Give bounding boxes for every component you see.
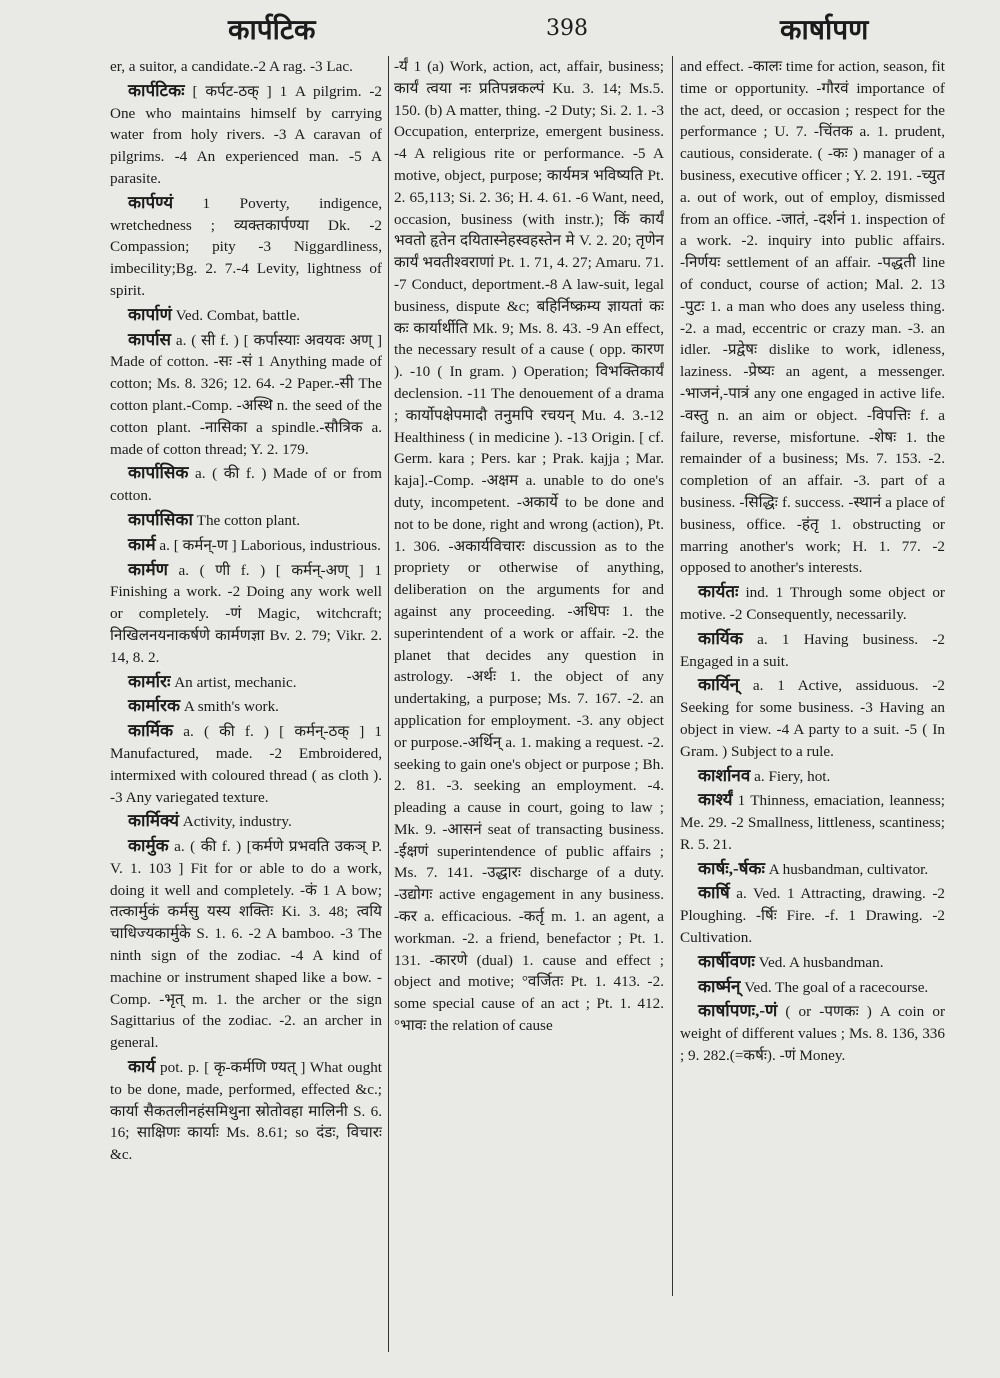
dictionary-entry — [680, 628, 945, 673]
dictionary-entry — [110, 462, 382, 507]
dictionary-entry — [680, 976, 945, 999]
running-headword-left: कार्पटिक — [228, 13, 316, 46]
dictionary-entry — [110, 559, 382, 669]
entry-text: -र्यं 1 (a) Work, action, act, affair, business; कार्यं त्वया नः प्रतिपन्नकल्पं Ku. 3. 14; Ms.5. 150. (b) A matter, thing. -2 Duty; Si. 2. 1. -3 Occupation, enterprize, emergent business. -4 A religious rite or performance. -5 A motive, object, purpose; कार्यमत्र भविष्यति Pt. 2. 65,113; Si. 2. 36; H. 4. 61. -6 Want, need, occasion, business (with instr.); किं कार्यं भवतो हृतेन दयितास्नेहस्वहस्तेन मे V. 2. 20; तृणेन कार्यं भवतीश्वराणां Pt. 1. 71, 4. 27; Amaru. 71. -7 Conduct, deportment.-8 A law-suit, legal business, dispute &c; बहिर्निष्क्रम्य ज्ञायतां कः कः कार्यार्थीति Mk. 9; Ms. 8. 43. -9 An effect, the necessary result of a cause ( opp. कारण ). -10 ( In gram. ) Operation; विभक्तिकार्यं declension. -11 The denouement of a drama ; कार्योपक्षेपमादौ तनुमपि रचयन् Mu. 4. 3.-12 Healthiness ( in medicine ). -13 Origin. [ cf. Germ. kara ; Pers. kar ; Prak. kajja ; Mar. kaja].-Comp. -अक्षम a. unable to do one's duty, incompetent. -अकार्ये to be done and not to be done, right and wrong (action), Pt. 1. 306. -अकार्यविचारः discussion as to the propriety or otherwise of anything, deliberation on the arguments for and against any proceeding. -अधिपः 1. the superintendent of a work or affair. -2. the planet that decides any question in astrology. -अर्थः 1. the object of any undertaking, a purpose; Ms. 7. 167. -2. an application for employment. -3. any object or purpose.-अर्थिन् a. 1. making a request. -2. seeking to gain one's object or purpose ; Bh. 2. 81. -3. seeking an employment. -4. pleading a cause in court, going to law ; Mk. 9. -आसनं seat of transacting business. -ईक्षणं superintendence of public affairs ; Ms. 7. 141. -उद्धारः discharge of a duty. -उद्योगः active engagement in any business. -कर a. efficacious. -कर्तृ m. 1. an agent, a workman. -2. a friend, benefactor ; Pt. 1. 131. -कारणे (dual) 1. cause and effect ; object and motive; °वर्जितः Pt. 1. 413. -2. some special cause of an act ; Pt. 1. 412. °भावः the relation of cause — [394, 58, 664, 1035]
dictionary-entry — [680, 858, 945, 881]
entry-text: a. ( णी f. ) [ कर्मन्-अण् ] 1 Finishing a work. -2 Doing any work well or completely. -णं Magic, witchcraft; निखिलनयनाकर्षणे कार्मणज्ञा Bv. 2. 79; Vikr. 2. 14, 8. 2. — [110, 561, 382, 666]
entry-headword: कार्श्यं — [698, 790, 733, 810]
entry-headword: कार्यिक — [698, 628, 743, 648]
entry-headword: कार्पण्यं — [128, 192, 174, 212]
entry-headword: कार्षीवणः — [698, 951, 755, 971]
entry-headword: कार्शानव — [698, 765, 751, 785]
column-divider-2 — [672, 56, 673, 1296]
dictionary-entry — [680, 789, 945, 855]
entry-headword: कार्यिन् — [698, 675, 740, 695]
entry-headword: कार्मारः — [128, 671, 171, 691]
text-column-3 — [680, 56, 945, 1356]
text-column-2 — [394, 56, 664, 1356]
entry-headword: कार्षः,-र्षकः — [698, 858, 765, 878]
entry-text: The cotton plant. — [196, 511, 301, 529]
entry-headword: कार्य — [128, 1057, 156, 1077]
entry-text: a. ( की f. ) [कर्मणे प्रभवति उकञ् P. V. 1. 103 ] Fit for or able to do a work, doing it well and completely. -कं 1 A bow; तत्कार्मुकं कर्मसु यस्य शक्तिः Ki. 3. 48; त्वयि चाधिज्यकार्मुके S. 1. 6. -2 A bamboo. -3 The ninth sign of the zodiac. -4 A kind of machine or instrument shaped like a bow. -Comp. -भृत् m. 1. the archer or the sign Sagittarius of the zodiac. -2. an archer in general. — [110, 838, 382, 1052]
entry-text: a. 1 Having business. -2 Engaged in a suit. — [680, 630, 945, 670]
entry-text: a. ( की f. ) Made of or from cotton. — [110, 465, 382, 505]
entry-text: 1 Thinness, emaciation, leanness; Me. 29. -2 Smallness, littleness, scantiness; R. 5. 21. — [680, 792, 945, 853]
text-column-1 — [110, 56, 382, 1356]
entry-text: Ved. The goal of a racecourse. — [744, 978, 929, 996]
entry-headword: कार्यतः — [698, 582, 739, 602]
entry-headword: कार्षि — [698, 883, 730, 903]
entry-text: ( or -पणकः ) A coin or weight of different values ; Ms. 8. 136, 336 ; 9. 282.(=कर्षः). -णं Money. — [680, 1003, 945, 1065]
entry-headword: कार्पासिक — [128, 463, 189, 483]
entry-text: 1 Poverty, indigence, wretchedness ; व्यक्तकार्पण्या Dk. -2 Compassion; pity -3 Niggardliness, imbecility;Bg. 2. 7.-4 Levity, lightness of spirit. — [110, 194, 382, 299]
dictionary-entry — [680, 765, 945, 788]
dictionary-entry — [110, 695, 382, 718]
entry-text: and effect. -कालः time for action, season, fit time or opportunity. -गौरवं importance of the act, deed, or occasion ; respect for the performance ; U. 7. -चिंतक a. 1. prudent, cautious, considerate. ( -कः ) manager of a business, executive officer ; Y. 2. 191. -च्युत a. out of work, out of employ, dismissed from an office. -जातं, -दर्शनं 1. inspection of a work. -2. inquiry into public affairs. -निर्णयः settlement of an affair. -पद्धती line of conduct, course of action; Mal. 2. 13 -पुटः 1. a man who does any useless thing. -2. a mad, eccentric or crazy man. -3. an idler. -प्रद्वेषः dislike to work, idleness, laziness. -प्रेष्यः an agent, a messenger. -भाजनं,-पात्रं any one engaged in active life. -वस्तु n. an aim or object. -विपत्तिः f. a failure, reverse, misfortune. -शेषः 1. the remainder of a business; Ms. 7. 153. -2. completion of an affair. -3. part of a business. -सिद्धिः f. success. -स्थानं a place of business, office. -हंतृ 1. obstructing or marring another's work; H. 1. 77. -2 opposed to another's interests. — [680, 58, 945, 577]
dictionary-entry — [110, 192, 382, 302]
dictionary-entry — [110, 80, 382, 190]
dictionary-entry — [680, 882, 945, 948]
entry-headword: कार्मिक — [128, 721, 174, 741]
entry-headword: कार्षापणः,-णं — [698, 1001, 778, 1021]
dictionary-entry — [680, 674, 945, 762]
entry-headword: कार्मुक — [128, 836, 169, 856]
entry-text: a. Fiery, hot. — [754, 767, 831, 785]
entry-text: a. [ कर्मन्-ण ] Laborious, industrious. — [159, 536, 381, 554]
dictionary-entry — [110, 835, 382, 1054]
entry-text: a. 1 Active, assiduous. -2 Seeking for some business. -3 Having an object in view. -4 A party to a suit. -5 ( In Gram. ) Subject to a rule. — [680, 677, 945, 760]
dictionary-entry — [110, 56, 382, 78]
entry-text: a. ( सी f. ) [ कर्पास्याः अवयवः अण् ] Made of cotton. -सः -सं 1 Anything made of cotton; Ms. 8. 326; 12. 64. -2 Paper.-सी The cotton plant.-Comp. -अस्थि n. the seed of the cotton plant. -नासिका a spindle.-सौत्रिक a. made of cotton thread; Y. 2. 179. — [110, 331, 382, 458]
dictionary-entry — [680, 1000, 945, 1066]
entry-text: A husbandman, cultivator. — [768, 860, 929, 878]
dictionary-entry — [110, 720, 382, 808]
entry-headword: कार्पाणं — [128, 304, 172, 324]
entry-headword: कार्पासिका — [128, 509, 193, 529]
dictionary-entry — [110, 509, 382, 532]
entry-headword: कार्ष्मन् — [698, 976, 741, 996]
dictionary-entry — [110, 329, 382, 461]
column-divider-1 — [388, 56, 389, 1352]
dictionary-entry — [110, 534, 382, 557]
entry-text: Activity, industry. — [182, 813, 292, 831]
page-header — [0, 8, 1000, 56]
dictionary-entry — [110, 304, 382, 327]
dictionary-entry — [110, 671, 382, 694]
entry-text: Ved. Combat, battle. — [175, 306, 301, 324]
entry-text: ind. 1 Through some object or motive. -2 Consequently, necessarily. — [680, 584, 945, 623]
entry-headword: कार्मारक — [128, 696, 181, 716]
entry-text: An artist, mechanic. — [174, 673, 297, 691]
entry-headword: कार्मिक्यं — [128, 811, 179, 831]
page-number: 398 — [546, 16, 588, 41]
entry-text: A smith's work. — [183, 698, 279, 716]
dictionary-entry — [680, 56, 945, 579]
entry-text: er, a suitor, a candidate.-2 A rag. -3 Lac. — [110, 58, 353, 75]
entry-headword: कार्म — [128, 534, 156, 554]
dictionary-entry — [680, 951, 945, 974]
entry-text: Ved. A husbandman. — [758, 953, 884, 971]
entry-headword: कार्पटिकः — [128, 80, 185, 100]
dictionary-entry — [394, 56, 664, 1037]
entry-headword: कार्पास — [128, 329, 172, 349]
running-headword-right: कार्षापण — [780, 13, 869, 46]
dictionary-entry — [680, 581, 945, 626]
entry-text: a. ( की f. ) [ कर्मन्-ठक् ] 1 Manufactured, made. -2 Embroidered, intermixed with coloured thread ( as cloth ). -3 Any variegated texture. — [110, 723, 382, 806]
entry-text: a. Ved. 1 Attracting, drawing. -2 Ploughing. -र्षिः Fire. -f. 1 Drawing. -2 Cultivation. — [680, 885, 945, 947]
entry-text: pot. p. [ कृ-कर्मणि ण्यत् ] What ought to be done, made, performed, effected &c.; कार्या सैकतलीनहंसमिथुना स्रोतोवहा मालिनी S. 6. 16; साक्षिणः कार्याः Ms. 8.61; so दंडः, विचारः &c. — [110, 1059, 382, 1164]
entry-text: [ कर्पट-ठक् ] 1 A pilgrim. -2 One who maintains himself by carrying water from holy rivers. -3 A caravan of pilgrims. -4 An experienced man. -5 A parasite. — [110, 82, 382, 187]
entry-headword: कार्मण — [128, 559, 168, 579]
dictionary-entry — [110, 1056, 382, 1166]
dictionary-entry — [110, 810, 382, 833]
